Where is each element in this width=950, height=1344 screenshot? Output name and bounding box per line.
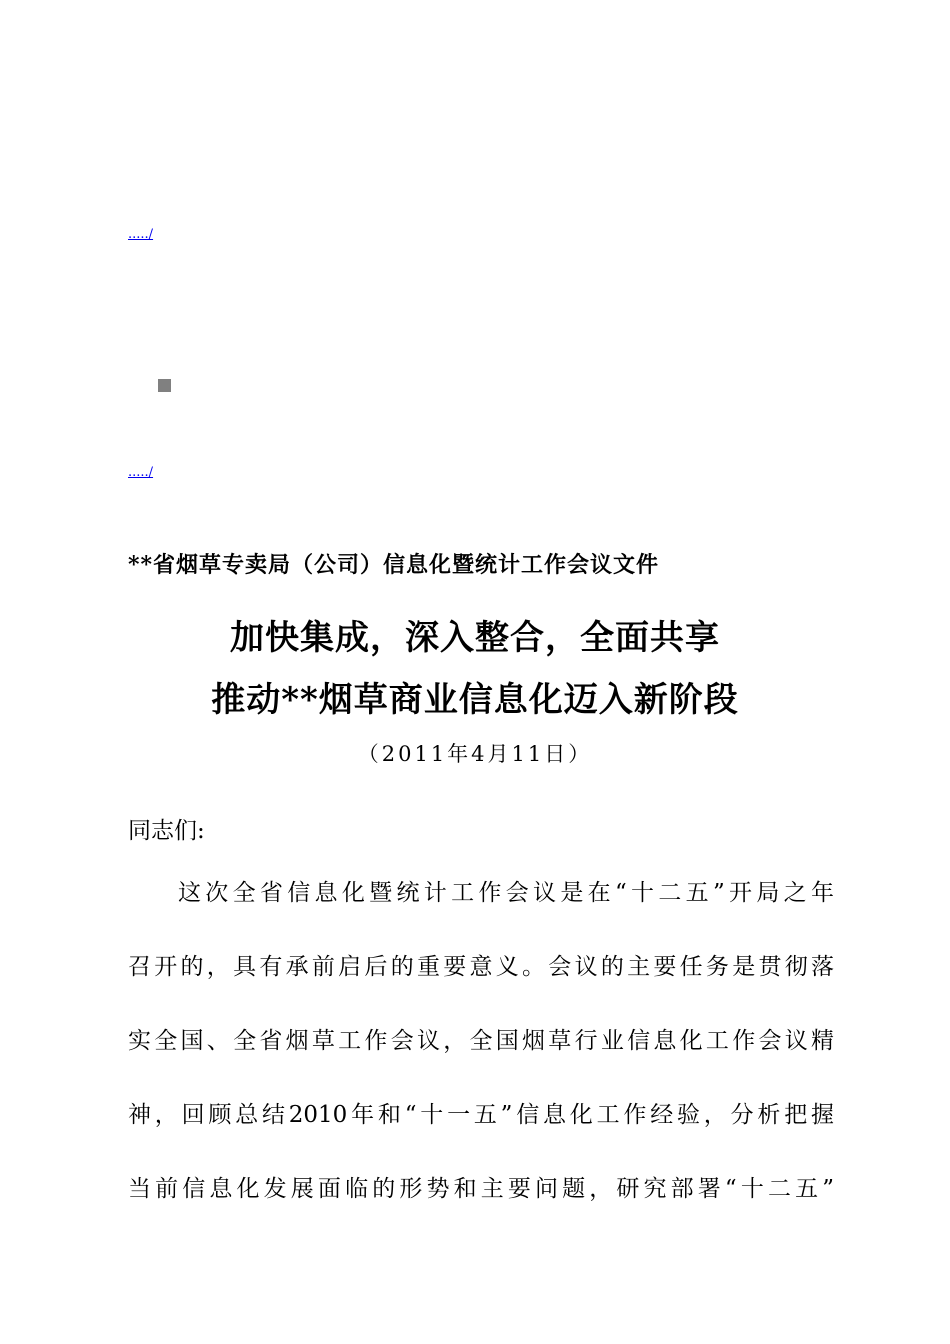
title-line-2: 推动**烟草商业信息化迈入新阶段 xyxy=(211,680,739,720)
dots-link-bottom[interactable]: ...../ xyxy=(128,465,154,480)
document-header: **省烟草专卖局（公司）信息化暨统计工作会议文件 xyxy=(128,552,660,578)
gray-square-icon xyxy=(158,379,171,392)
paragraph-line: 召开的，具有承前启后的重要意义。会议的主要任务是贯彻落 xyxy=(128,954,834,980)
paragraph-line: 当前信息化发展面临的形势和主要问题，研究部署“十二五” xyxy=(128,1176,834,1202)
salutation: 同志们: xyxy=(128,818,205,844)
dots-link-top[interactable]: ...../ xyxy=(128,227,154,242)
document-date: （2011年4月11日） xyxy=(357,742,593,766)
paragraph-line: 这次全省信息化暨统计工作会议是在“十二五”开局之年 xyxy=(178,880,834,906)
paragraph-line: 神，回顾总结2010年和“十一五”信息化工作经验，分析把握 xyxy=(128,1102,834,1128)
title-line-1: 加快集成，深入整合，全面共享 xyxy=(230,618,720,658)
paragraph-line: 实全国、全省烟草工作会议，全国烟草行业信息化工作会议精 xyxy=(128,1028,834,1054)
